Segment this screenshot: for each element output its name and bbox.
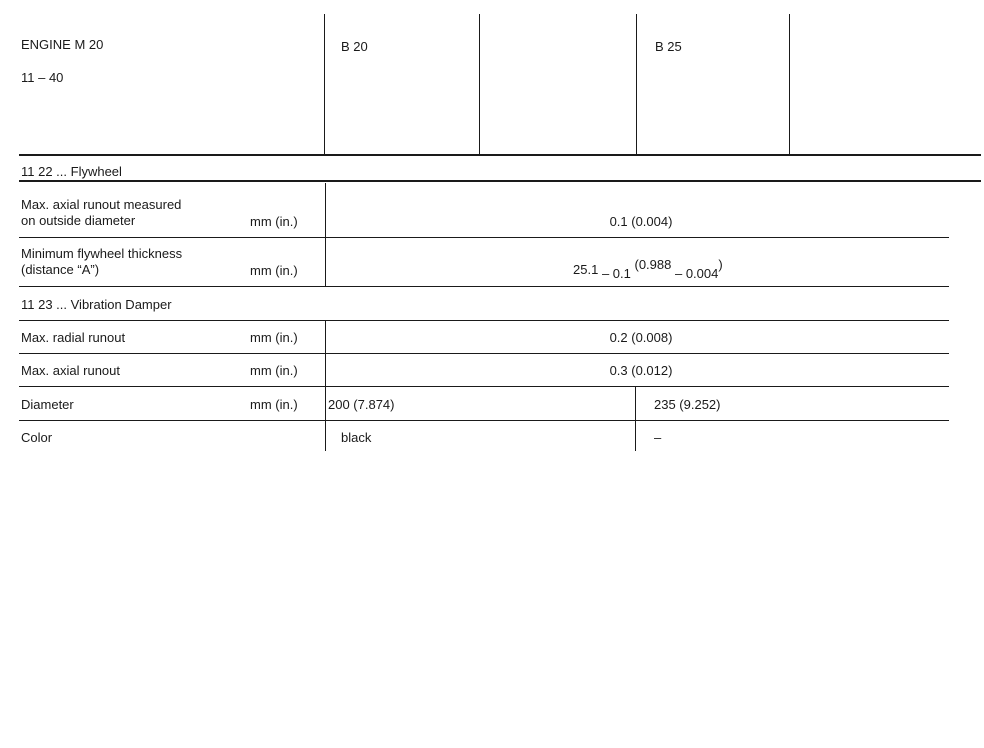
column-header-b20: B 20 <box>341 39 368 54</box>
row-label: Max. axial runout <box>21 363 120 378</box>
section-rule-damper <box>19 320 949 321</box>
header-divider-1 <box>324 14 325 155</box>
b25-column-divider <box>635 387 636 451</box>
value-paren-tolerance: – 0.004 <box>674 266 719 281</box>
row-value-b20: 200 (7.874) <box>328 397 395 412</box>
row-label: Max. radial runout <box>21 330 126 345</box>
value-tolerance: – 0.1 <box>601 266 631 281</box>
row-unit: mm (in.) <box>250 397 298 412</box>
row-value-with-tolerance <box>573 257 723 281</box>
row-unit: mm (in.) <box>250 263 298 278</box>
document-title: ENGINE M 20 <box>21 37 104 52</box>
row-value-b25: – <box>654 430 662 445</box>
row-rule <box>19 237 949 238</box>
section-rule-flywheel <box>19 180 981 182</box>
row-unit: mm (in.) <box>250 330 298 345</box>
column-header-b25: B 25 <box>655 39 682 54</box>
row-value-b20: black <box>341 430 372 445</box>
section-title-damper: 11 23 ... Vibration Damper <box>21 297 172 312</box>
section-title-flywheel: 11 22 ... Flywheel <box>21 164 122 179</box>
header-rule <box>19 154 981 156</box>
value-column-divider <box>325 321 326 451</box>
row-rule <box>19 286 949 287</box>
header-divider-4 <box>789 14 790 155</box>
header-divider-2 <box>479 14 480 155</box>
row-value: 0.3 (0.012) <box>609 363 673 378</box>
row-label: Color <box>21 430 53 445</box>
row-label: on outside diameter <box>21 213 136 228</box>
row-rule <box>19 386 949 387</box>
row-value: 0.2 (0.008) <box>609 330 673 345</box>
row-label: (distance “A”) <box>21 262 100 277</box>
row-value: 0.1 (0.004) <box>609 214 673 229</box>
row-label: Diameter <box>21 397 74 412</box>
value-paren-main: (0.988 <box>634 257 672 272</box>
value-main: 25.1 <box>573 262 599 277</box>
page-reference: 11 – 40 <box>21 70 64 85</box>
row-label: Max. axial runout measured <box>21 197 182 212</box>
value-column-divider <box>325 183 326 287</box>
header-divider-3 <box>636 14 637 155</box>
row-label: Minimum flywheel thickness <box>21 246 183 261</box>
value-paren-close: ) <box>718 257 723 272</box>
row-rule <box>19 420 949 421</box>
row-unit: mm (in.) <box>250 363 298 378</box>
row-rule <box>19 353 949 354</box>
row-unit: mm (in.) <box>250 214 298 229</box>
row-value-b25: 235 (9.252) <box>654 397 721 412</box>
